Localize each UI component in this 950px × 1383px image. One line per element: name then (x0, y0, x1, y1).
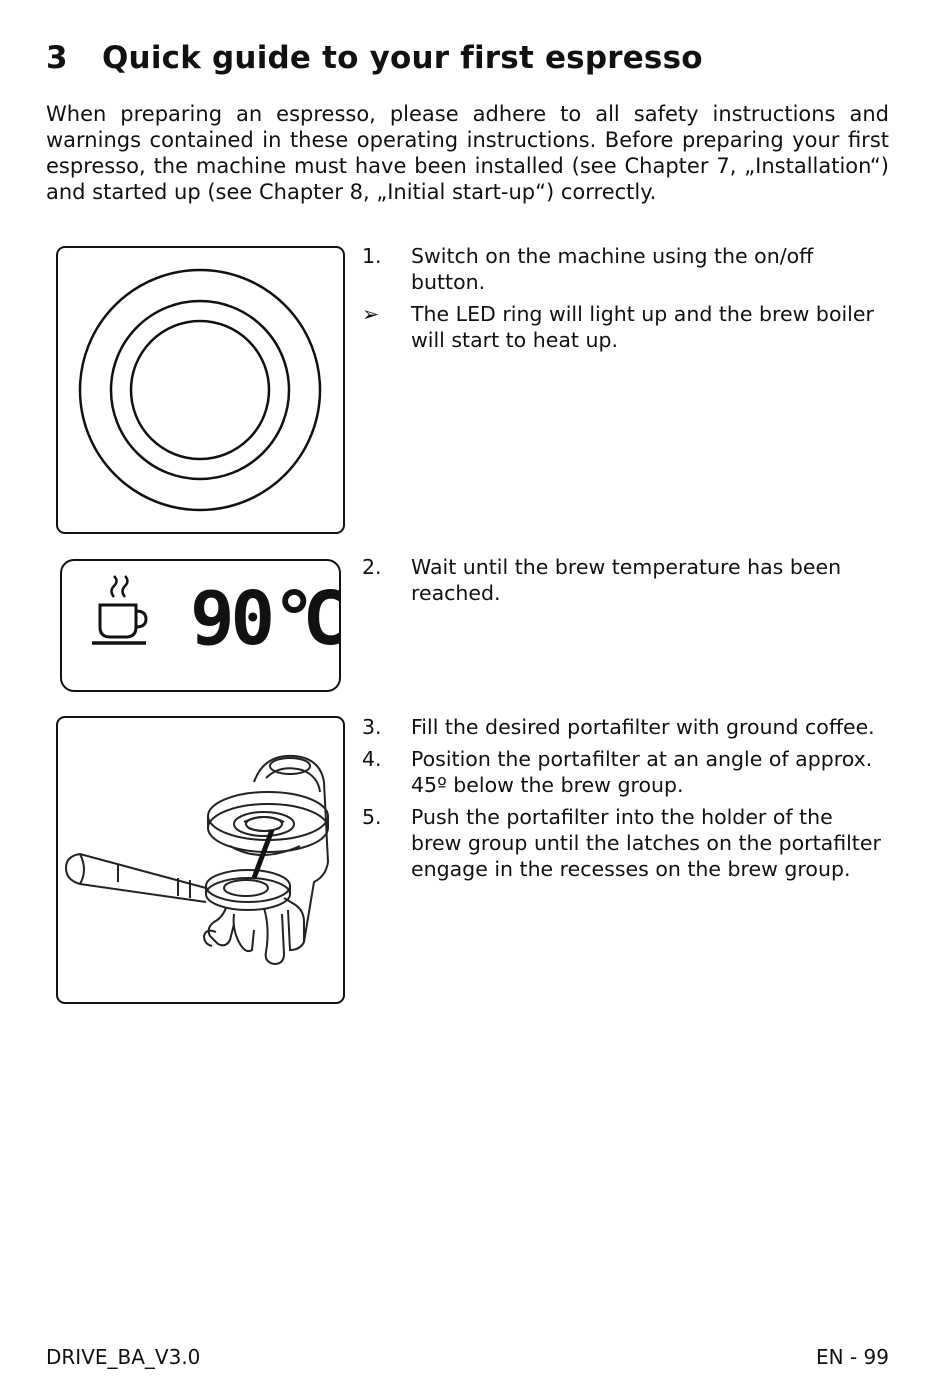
steps-group-2 (362, 554, 882, 612)
step-marker: 3. (362, 715, 382, 739)
list-item (362, 554, 882, 606)
temperature-value: 90 (190, 576, 272, 662)
section-number: 3 (46, 40, 68, 76)
steps-group-1 (362, 243, 882, 359)
steps-group-3 (362, 714, 882, 888)
page-title (46, 40, 703, 76)
portafilter-figure (56, 716, 345, 1004)
step-text: Switch on the machine using the on/off button. (411, 244, 814, 294)
list-item (362, 301, 882, 353)
display-figure (60, 559, 341, 692)
led-ring-figure (56, 246, 345, 534)
step-text: Wait until the brew temperature has been reached. (411, 555, 842, 605)
portafilter-icon (58, 718, 342, 1001)
step-marker: 2. (362, 555, 382, 579)
step-marker: 5. (362, 805, 382, 829)
step-text: The LED ring will light up and the brew boiler will start to heat up. (411, 302, 874, 352)
footer-page-number: EN - 99 (816, 1345, 889, 1369)
temperature-unit: °C (272, 576, 334, 662)
step-text: Push the portafilter into the holder of the brew group until the latches on the portafilter engage in the recesses on the brew group. (411, 805, 881, 881)
led-ring-icon (58, 248, 342, 531)
intro-paragraph: When preparing an espresso, please adhere to all safety instructions and warnings contained in these operating instructions. Before preparing your first espresso, the machine must have been installed (see Chapter 7, „Installation“) and started up (see Chapter 8, „Initial start-up“) correctly. (46, 102, 889, 204)
list-item (362, 714, 882, 740)
list-item (362, 804, 882, 882)
step-marker: 1. (362, 244, 382, 268)
step-text: Fill the desired portafilter with ground coffee. (411, 715, 875, 739)
step-text: Position the portafilter at an angle of approx. 45º below the brew group. (411, 747, 873, 797)
section-title: Quick guide to your first espresso (102, 40, 703, 76)
footer-document-id: DRIVE_BA_V3.0 (46, 1345, 201, 1369)
result-arrow-icon: ➢ (362, 302, 380, 326)
step-marker: 4. (362, 747, 382, 771)
list-item (362, 243, 882, 295)
list-item (362, 746, 882, 798)
